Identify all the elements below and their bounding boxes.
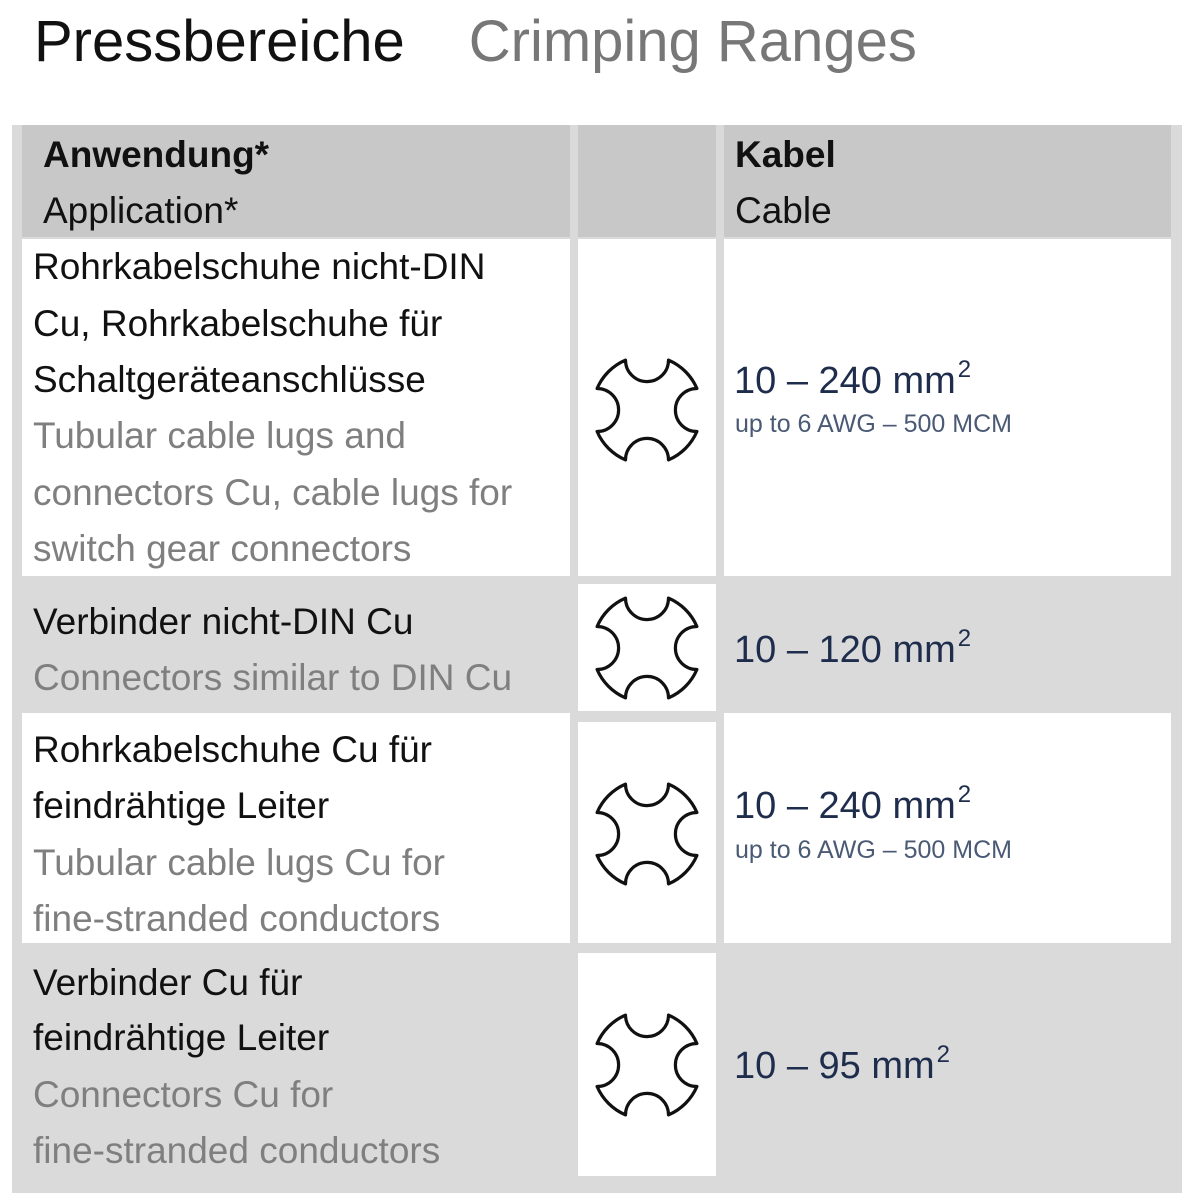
row2-text-de-1: Verbinder nicht-DIN Cu bbox=[33, 601, 414, 642]
header-cable-en: Cable bbox=[735, 190, 832, 231]
row4-range-exponent: 2 bbox=[936, 1041, 951, 1068]
row2-range-exponent: 2 bbox=[957, 625, 972, 652]
header-cable-cell bbox=[724, 125, 1171, 237]
row1-text-en-3: switch gear connectors bbox=[33, 528, 412, 569]
row1-text-de-2: Cu, Rohrkabelschuhe für bbox=[33, 302, 443, 344]
crimp-die-icon bbox=[587, 588, 707, 708]
row1-awg-range: up to 6 AWG – 500 MCM bbox=[735, 410, 1012, 438]
row3-text-en-1: Tubular cable lugs Cu for bbox=[33, 842, 446, 883]
row4-range-value: 10 – 95 mm bbox=[734, 1045, 935, 1087]
page-title bbox=[34, 8, 917, 88]
title-german: Pressbereiche bbox=[34, 9, 405, 74]
row4-range bbox=[734, 1041, 950, 1088]
row4-text-de-1: Verbinder Cu für bbox=[33, 962, 303, 1003]
row1-range-exponent: 2 bbox=[957, 356, 972, 383]
crimp-die-icon bbox=[587, 350, 707, 470]
row4-text-en-2: fine-stranded conductors bbox=[33, 1130, 441, 1171]
row1-text-de-3: Schaltgeräteanschlüsse bbox=[33, 359, 426, 400]
row2-range-value: 10 – 120 mm bbox=[734, 629, 956, 671]
row1-range-value: 10 – 240 mm bbox=[734, 360, 956, 402]
row3-text-en-2: fine-stranded conductors bbox=[33, 898, 441, 939]
crimping-ranges-table bbox=[12, 125, 1182, 1193]
row3-range bbox=[734, 781, 971, 828]
row1-range bbox=[734, 356, 971, 403]
header-application-en: Application* bbox=[43, 190, 239, 231]
row4-text-de-2: feindrähtige Leiter bbox=[33, 1017, 330, 1058]
row2-range bbox=[734, 625, 971, 672]
row4-text-en-1: Connectors Cu for bbox=[33, 1074, 334, 1115]
row3-awg-range: up to 6 AWG – 500 MCM bbox=[735, 836, 1012, 864]
header-cable-de: Kabel bbox=[735, 134, 836, 175]
crimp-die-icon bbox=[587, 1005, 707, 1125]
row1-text-en-1: Tubular cable lugs and bbox=[33, 415, 406, 456]
row3-text-de-2: feindrähtige Leiter bbox=[33, 785, 330, 826]
row2-text-en-1: Connectors similar to DIN Cu bbox=[33, 657, 513, 698]
row3-text-de-1: Rohrkabelschuhe Cu für bbox=[33, 729, 432, 770]
crimp-die-icon bbox=[587, 774, 707, 894]
row3-range-value: 10 – 240 mm bbox=[734, 785, 956, 827]
row3-cable-cell bbox=[724, 713, 1171, 943]
title-english: Crimping Ranges bbox=[468, 9, 917, 74]
row1-cable-cell bbox=[724, 239, 1171, 576]
header-application-cell bbox=[22, 125, 570, 237]
header-die-cell bbox=[578, 125, 716, 237]
row3-range-exponent: 2 bbox=[957, 781, 972, 808]
row1-text-en-2: connectors Cu, cable lugs for bbox=[33, 471, 513, 513]
header-application-de: Anwendung* bbox=[43, 134, 270, 175]
row1-text-de-1: Rohrkabelschuhe nicht-DIN bbox=[33, 246, 486, 287]
